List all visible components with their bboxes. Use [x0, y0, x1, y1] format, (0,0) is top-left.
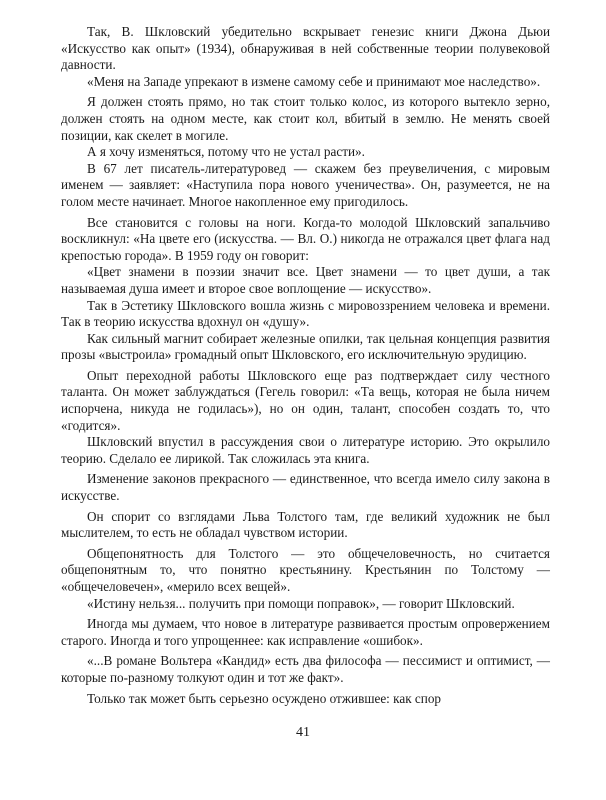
paragraph: «Цвет знамени в поэзии значит все. Цвет знамени — то цвет души, а так называемая душа имеет и второе свое воплощение — искусство». [61, 264, 550, 296]
paragraph: Все становится с головы на ноги. Когда-то молодой Шкловский запальчиво воскликнул: «На цвете его (искусства. — Вл. О.) никогда не отражался цвет флага над крепостью города». В 1959 году он говорит: [61, 214, 550, 263]
paragraph: «Меня на Западе упрекают в измене самому себе и принимают мое наследство». [87, 73, 541, 89]
paragraph: Общепонятность для Толстого — это общечеловечность, но считается общепонятным то, что понятно крестьянину. Крестьянин по Толстому — «общечеловечен», «мерило всех вещей». [61, 545, 550, 594]
page-text [61, 24, 550, 707]
paragraph: В 67 лет писатель-литературовед — скажем без преувеличения, с мировым именем — заявляет: «Наступила пора нового ученичества». Он, разумеется, не на голом месте начинает. Многое накопленное ему пригодилось. [61, 160, 550, 209]
paragraph: Изменение законов прекрасного — единственное, что всегда имело силу закона в искусстве. [61, 471, 550, 504]
page-number: 41 [296, 725, 310, 740]
paragraph: Так в Эстетику Шкловского вошла жизнь с мировоззрением человека и времени. Так в теорию искусства вдохнул он «душу». [61, 297, 550, 330]
paragraph: Только так может быть серьезно осуждено отжившее: как спор [87, 690, 442, 706]
paragraph: «Истину нельзя... получить при помощи поправок», — говорит Шкловский. [87, 595, 515, 611]
paragraph: Шкловский впустил в рассуждения свои о литературе историю. Это окрылило теорию. Сделало ее лирикой. Так сложилась эта книга. [61, 434, 550, 466]
paragraph: А я хочу изменяться, потому что не устал расти». [87, 144, 365, 160]
paragraph: «...В романе Вольтера «Кандид» есть два философа — пессимист и оптимист, — которые по-разному толкуют один и тот же факт». [61, 653, 550, 685]
paragraph: Иногда мы думаем, что новое в литературе развивается простым опровержением старого. Иногда и того упрощеннее: как исправление «ошибок». [61, 616, 550, 648]
paragraph: Так, В. Шкловский убедительно вскрывает генезис книги Джона Дьюи «Искусство как опыт» (1934), обнаруживая в ней собственные теории полувековой давности. [61, 24, 550, 73]
paragraph: Опыт переходной работы Шкловского еще раз подтверждает силу честного таланта. Он может заблуждаться (Гегель говорил: «Та вещь, которая не была ничем испорчена, никуда не годилась»), но он один, талант, способен создать то, что «годится». [61, 367, 550, 433]
paragraph: Я должен стоять прямо, но так стоит только колос, из которого вытекло зерно, должен стоять на одном месте, как стоит кол, вбитый в землю. Не менять своей позиции, как скелет в могиле. [61, 94, 550, 143]
paragraph: Как сильный магнит собирает железные опилки, так цельная концепция развития прозы «выстроила» громадный опыт Шкловского, его исключительную эрудицию. [61, 330, 550, 363]
paragraph: Он спорит со взглядами Льва Толстого там, где великий художник не был мыслителем, то есть не обладал чувством истории. [61, 508, 550, 541]
